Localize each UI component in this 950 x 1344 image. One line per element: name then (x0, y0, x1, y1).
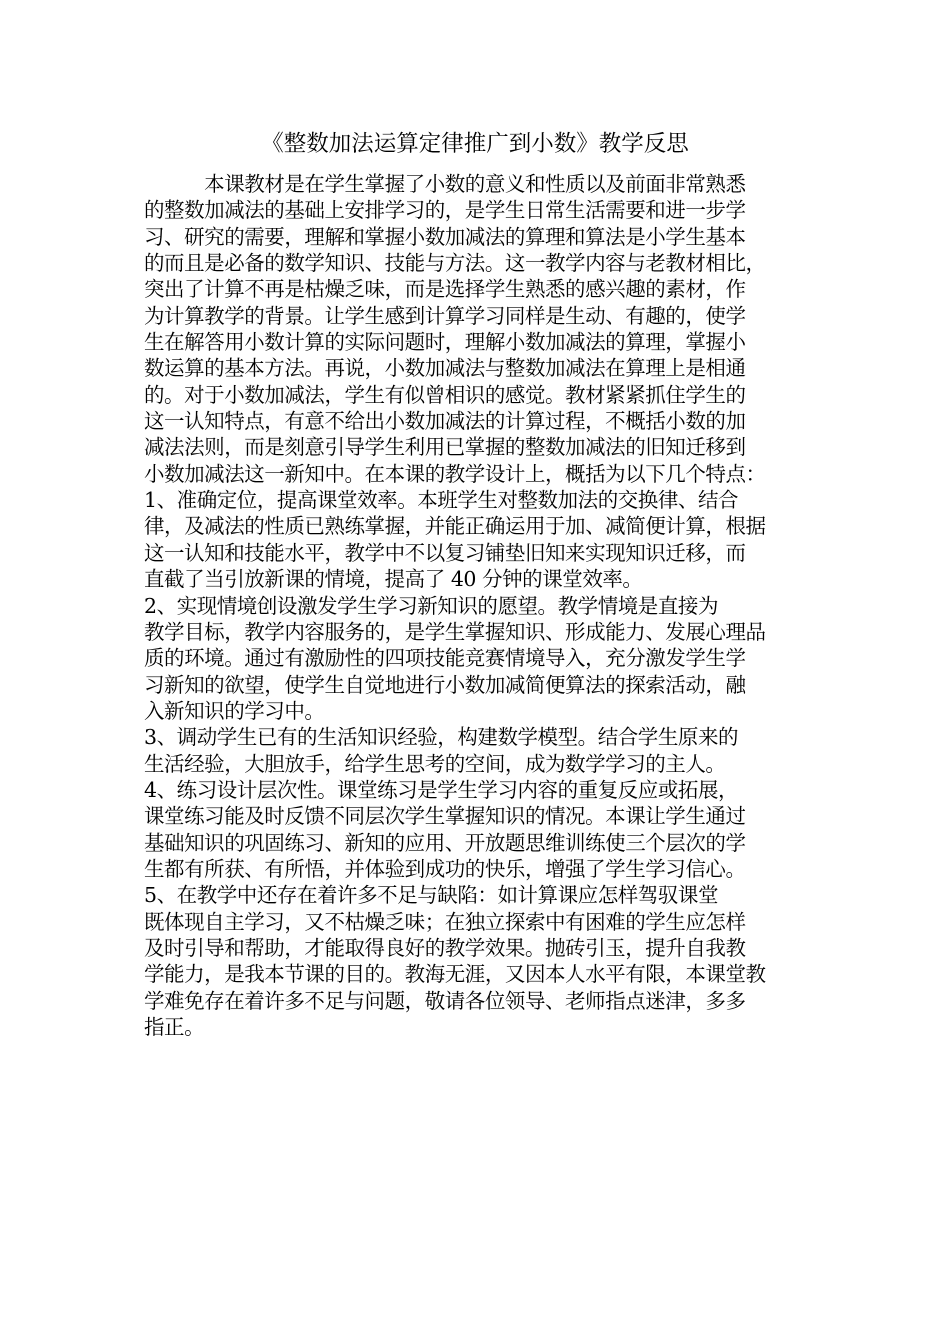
body-text-line: 1、准确定位，提高课堂效率。本班学生对整数加法的交换律、结合 (144, 488, 739, 513)
body-text-line: 的整数加减法的基础上安排学习的，是学生日常生活需要和进一步学 (144, 198, 746, 223)
body-text-line: 减法法则，而是刻意引导学生利用已掌握的整数加减法的旧知迁移到 (144, 435, 746, 460)
body-text-line: 习、研究的需要，理解和掌握小数加减法的算理和算法是小学生基本 (144, 224, 746, 249)
body-text-line: 入新知识的学习中。 (144, 698, 325, 723)
body-text-line: 生在解答用小数计算的实际问题时，理解小数加减法的算理，掌握小 (144, 330, 746, 355)
body-text-line: 2、实现情境创设激发学生学习新知识的愿望。教学情境是直接为 (144, 593, 718, 618)
body-text-line: 的。对于小数加减法，学生有似曾相识的感觉。教材紧紧抓住学生的 (144, 382, 746, 407)
body-text-line: 突出了计算不再是枯燥乏味，而是选择学生熟悉的感兴趣的素材，作 (144, 277, 746, 302)
body-text-line: 3、调动学生已有的生活知识经验，构建数学模型。结合学生原来的 (144, 725, 739, 750)
body-text-line: 学能力，是我本节课的目的。教海无涯，又因本人水平有限，本课堂教 (144, 962, 766, 987)
body-text-line: 4、练习设计层次性。课堂练习是学生学习内容的重复反应或拓展， (144, 777, 739, 802)
body-text-line: 既体现自主学习，又不枯燥乏味；在独立探索中有困难的学生应怎样 (144, 909, 746, 934)
body-text-line: 课堂练习能及时反馈不同层次学生掌握知识的情况。本课让学生通过 (144, 804, 746, 829)
body-text-line: 5、在教学中还存在着许多不足与缺陷：如计算课应怎样驾驭课堂 (144, 883, 718, 908)
document-title: 《整数加法运算定律推广到小数》教学反思 (261, 131, 689, 157)
body-text-line: 质的环境。通过有激励性的四项技能竞赛情境导入，充分激发学生学 (144, 646, 746, 671)
body-text-line: 为计算教学的背景。让学生感到计算学习同样是生动、有趣的，使学 (144, 303, 746, 328)
body-text-line: 直截了当引放新课的情境，提高了 40 分钟的课堂效率。 (144, 567, 643, 592)
body-text-line: 这一认知和技能水平，教学中不以复习铺垫旧知来实现知识迁移，而 (144, 540, 746, 565)
body-text-line: 教学目标，教学内容服务的，是学生掌握知识、形成能力、发展心理品 (144, 619, 766, 644)
body-text-line: 习新知的欲望，使学生自觉地进行小数加减简便算法的探索活动，融 (144, 672, 746, 697)
body-text-line: 律，及减法的性质已熟练掌握，并能正确运用于加、减简便计算，根据 (144, 514, 766, 539)
body-text-line: 生都有所获、有所悟，并体验到成功的快乐，增强了学生学习信心。 (144, 856, 746, 881)
body-text-line: 生活经验，大胆放手，给学生思考的空间，成为数学学习的主人。 (144, 751, 726, 776)
body-text-line: 基础知识的巩固练习、新知的应用、开放题思维训练使三个层次的学 (144, 830, 746, 855)
body-text-line: 本课教材是在学生掌握了小数的意义和性质以及前面非常熟悉 (144, 172, 746, 196)
body-text-line: 学难免存在着许多不足与问题，敬请各位领导、老师指点迷津，多多 (144, 988, 746, 1013)
body-text-line: 的而且是必备的数学知识、技能与方法。这一教学内容与老教材相比， (144, 251, 766, 276)
body-text-line: 及时引导和帮助，才能取得良好的教学效果。抛砖引玉，提升自我教 (144, 935, 746, 960)
body-text-line: 指正。 (144, 1015, 205, 1039)
body-text-line: 小数加减法这一新知中。在本课的教学设计上，概括为以下几个特点： (144, 461, 766, 486)
body-text-line: 数运算的基本方法。再说，小数加减法与整数加减法在算理上是相通 (144, 356, 746, 381)
body-text-line: 这一认知特点，有意不给出小数加减法的计算过程，不概括小数的加 (144, 409, 746, 434)
document-body (144, 171, 834, 1040)
